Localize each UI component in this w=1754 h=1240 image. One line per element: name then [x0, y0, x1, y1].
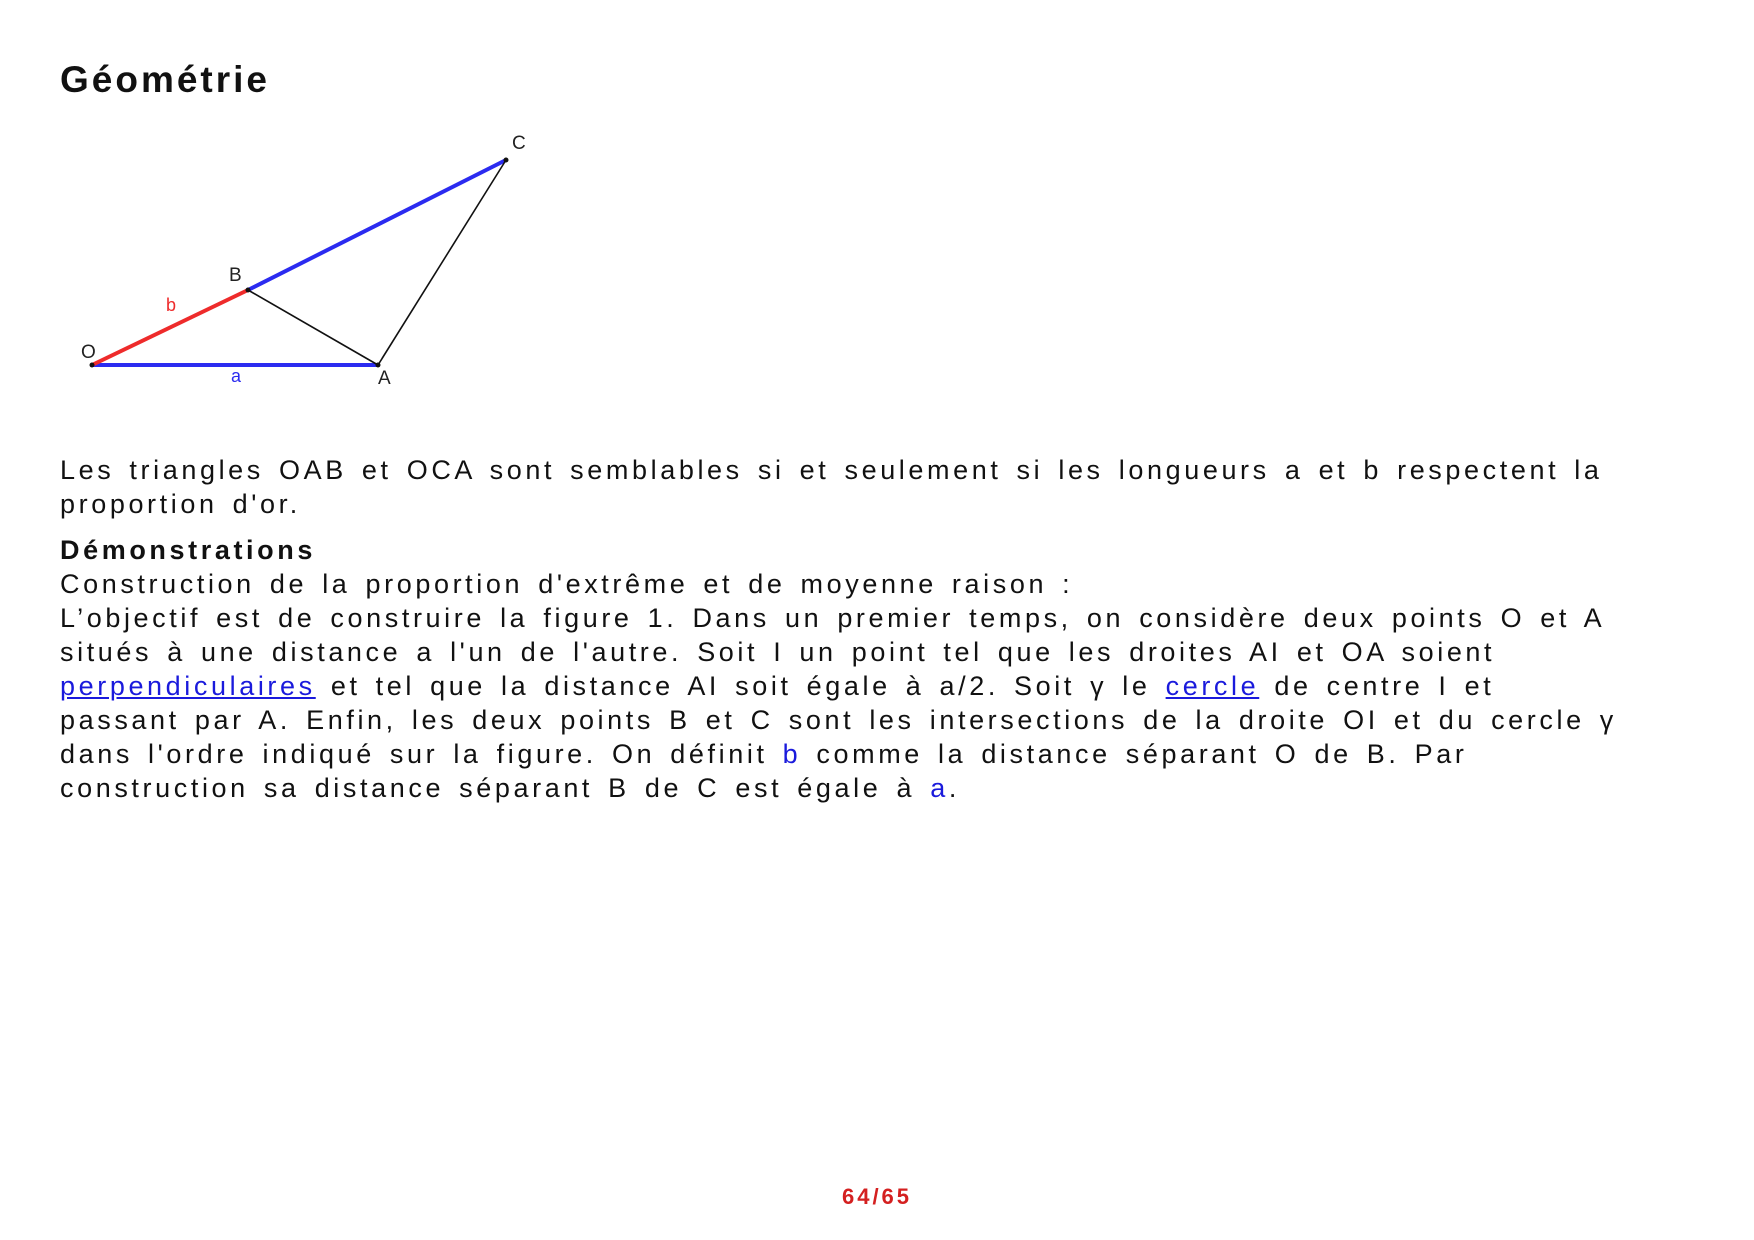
demo-line-5: passant par A. Enfin, les deux points B et C sont les intersections de la droite OI et du cercle γ: [60, 705, 1617, 735]
cercle-link[interactable]: cercle: [1165, 671, 1260, 701]
demo-line-4-end: de centre I et: [1259, 671, 1495, 701]
demo-line-6-end: comme la distance séparant O de B. Par: [801, 739, 1468, 769]
demo-line-6: [60, 737, 1700, 771]
point-a: [376, 363, 381, 368]
perpendiculaires-link[interactable]: perpendiculaires: [60, 671, 316, 701]
demo-line-6-start: dans l'ordre indiqué sur la figure. On définit: [60, 739, 783, 769]
demo-line-2: L’objectif est de construire la figure 1. Dans un premier temps, on considère deux points O et A: [60, 603, 1606, 633]
label-segment-b: b: [166, 295, 177, 315]
segment-bc: [248, 160, 506, 290]
label-c: C: [512, 133, 526, 154]
label-o: O: [81, 342, 96, 363]
demo-line-3: situés à une distance a l'un de l'autre. Soit I un point tel que les droites AI et OA soient: [60, 637, 1496, 667]
intro-line-2: proportion d'or.: [60, 489, 301, 519]
label-b: B: [229, 265, 242, 286]
label-a: A: [378, 368, 391, 389]
demo-line-7-start: construction sa distance séparant B de C est égale à: [60, 773, 931, 803]
variable-a: a: [930, 773, 949, 803]
demonstrations-section: [60, 533, 1700, 805]
label-segment-a: a: [231, 366, 242, 386]
demo-line-7-end: .: [948, 773, 960, 803]
intro-paragraph: [60, 453, 1700, 521]
golden-ratio-triangle-figure: [0, 0, 600, 420]
point-b: [246, 288, 251, 293]
demonstrations-heading: Démonstrations: [60, 535, 316, 565]
page-title: Géométrie: [60, 59, 271, 100]
page-number: 64/65: [841, 1184, 913, 1209]
point-c: [504, 158, 509, 163]
segment-ba: [248, 290, 378, 365]
demo-line-7: [60, 771, 1700, 805]
demo-line-4: [60, 669, 1700, 703]
demo-line-1: Construction de la proportion d'extrême et de moyenne raison :: [60, 569, 1074, 599]
intro-line-1: Les triangles OAB et OCA sont semblables si et seulement si les longueurs a et b respectent la: [60, 455, 1603, 485]
variable-b: b: [782, 739, 802, 769]
point-o: [90, 363, 95, 368]
demo-line-4-middle: et tel que la distance AI soit égale à a/2. Soit γ le: [315, 671, 1166, 701]
